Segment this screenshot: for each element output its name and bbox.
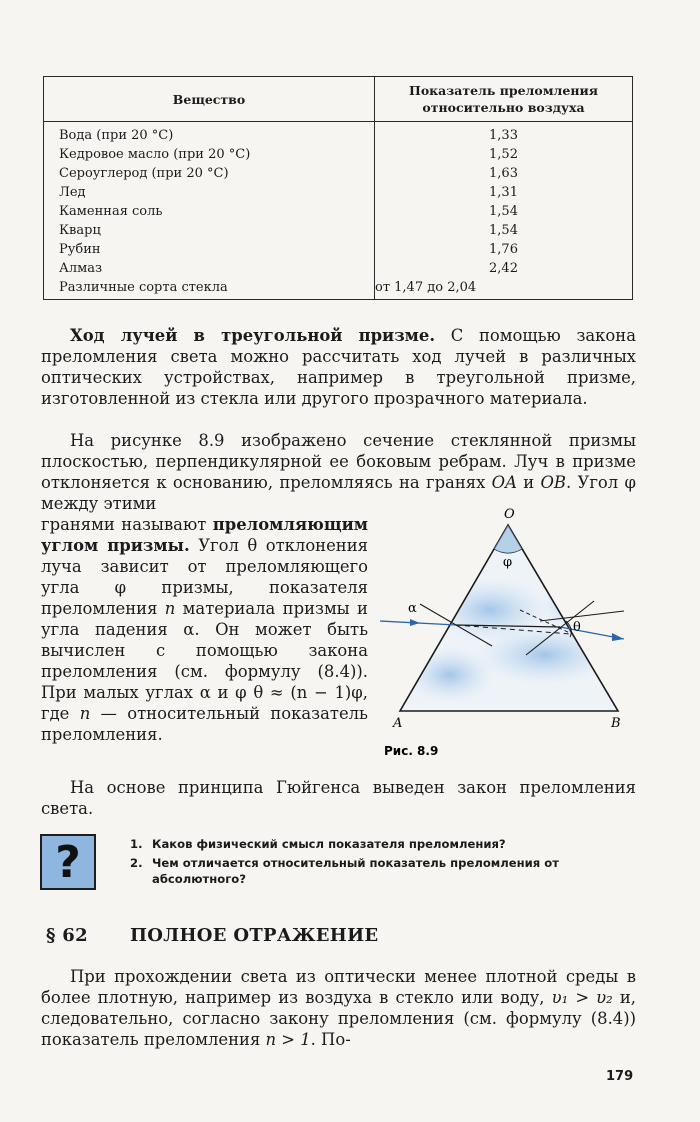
substance-name: Кварц	[44, 221, 375, 240]
bold-term: преломляющим углом призмы.	[41, 515, 368, 555]
prism-figure	[380, 505, 630, 760]
angle-label-theta: θ	[573, 620, 581, 635]
index-value: 1,52	[375, 145, 633, 164]
table-header-index	[375, 77, 633, 122]
face-oa: OA	[491, 473, 517, 492]
substance-name: Сероуглерод (при 20 °С)	[44, 164, 375, 183]
index-value: от 1,47 до 2,04	[375, 278, 633, 300]
index-value: 1,31	[375, 183, 633, 202]
table-row	[44, 183, 633, 202]
table-row	[44, 145, 633, 164]
huygens-paragraph	[41, 777, 636, 819]
question-text: Чем отличается относительный показатель преломления от абсолютного?	[152, 856, 559, 886]
prism-paragraph-text: С помощью закона преломления света можно рассчитать ход лучей в различных оптических устройствах, например в треугольной призме, изготовленной из стекла или другого прозрачного материала.	[41, 326, 636, 408]
figure-caption: Рис. 8.9	[384, 744, 439, 758]
section-heading	[46, 925, 378, 946]
vertex-label-b: B	[611, 716, 621, 731]
table-header-index-line2: относительно воздуха	[422, 100, 585, 115]
substance-name: Алмаз	[44, 259, 375, 278]
question-item	[130, 855, 636, 887]
table-row	[44, 164, 633, 183]
table-header-substance: Вещество	[44, 77, 375, 122]
emergent-ray-arrow	[612, 633, 624, 641]
paragraph-text: При прохождении света из оптически менее плотной среды в более плотную, например из воздуха в стекло или воду,	[41, 967, 636, 1007]
symbol-n: n	[164, 599, 176, 618]
review-questions	[130, 836, 636, 887]
prism-paragraph-text: На рисунке 8.9 изображено сечение стеклянной призмы плоскостью, перпендикулярной ее боковым ребрам. Луч в призме отклоняется к основанию, преломляясь на гранях	[41, 431, 636, 492]
prism-intro-paragraph	[41, 325, 636, 409]
prism-paragraph-text: Угол θ отклонения луча зависит от преломляющего угла φ призмы, показателя преломления	[41, 536, 369, 618]
substance-name: Каменная соль	[44, 202, 375, 221]
question-icon: ?	[40, 834, 96, 890]
face-ob: OB	[540, 473, 566, 492]
index-value: 1,63	[375, 164, 633, 183]
refractive-index-table	[43, 76, 633, 300]
huygens-text: На основе принципа Гюйгенса выведен закон преломления света.	[41, 778, 636, 818]
prism-narrow-paragraph	[41, 514, 368, 745]
prism-figure-reference-paragraph	[41, 430, 636, 514]
incident-ray-arrow	[410, 619, 420, 626]
question-number: 2.	[130, 856, 143, 870]
prism-paragraph-text: — относительный показатель преломления.	[41, 704, 368, 744]
section-number: § 62	[46, 925, 88, 946]
table-row	[44, 202, 633, 221]
prism-paragraph-text: материала призмы и угла падения α. Он может быть вычислен с помощью закона преломления (см. формулу (8.4)). При малых углах α и φ θ ≈ (n − 1)φ, где	[41, 599, 368, 723]
section-heading-prism: Ход лучей в треугольной призме.	[70, 326, 436, 345]
vertex-label-o: O	[504, 507, 515, 522]
apex-angle-fill	[494, 525, 522, 553]
symbol-n: n	[79, 704, 91, 723]
conjunction: и	[523, 473, 535, 492]
question-text: Каков физический смысл показателя преломления?	[152, 837, 506, 851]
index-value: 1,54	[375, 221, 633, 240]
angle-label-phi: φ	[503, 555, 513, 570]
page-number: 179	[606, 1069, 634, 1084]
index-value: 2,42	[375, 259, 633, 278]
total-reflection-paragraph	[41, 966, 636, 1050]
table-row	[44, 278, 633, 300]
question-number: 1.	[130, 837, 143, 851]
prism-paragraph-text: гранями называют	[41, 515, 207, 534]
substance-name: Кедровое масло (при 20 °С)	[44, 145, 375, 164]
index-value: 1,76	[375, 240, 633, 259]
table-row	[44, 221, 633, 240]
table-header-index-line1: Показатель преломления	[409, 83, 598, 98]
section-title: ПОЛНОЕ ОТРАЖЕНИЕ	[130, 925, 379, 946]
vertex-label-a: A	[393, 716, 403, 731]
index-inequality: n > 1	[265, 1030, 311, 1049]
table-row	[44, 122, 633, 146]
paragraph-text: и, следовательно, согласно закону преломления (см. формулу (8.4)) показатель преломления	[41, 988, 636, 1049]
angle-label-alpha: α	[408, 601, 417, 616]
substance-name: Вода (при 20 °С)	[44, 122, 375, 146]
index-value: 1,54	[375, 202, 633, 221]
substance-name: Рубин	[44, 240, 375, 259]
prism-paragraph-text: . Угол φ между этими	[41, 473, 636, 513]
substance-name: Лед	[44, 183, 375, 202]
substance-name: Различные сорта стекла	[44, 278, 375, 300]
index-value: 1,33	[375, 122, 633, 146]
velocity-inequality: υ₁ > υ₂	[551, 988, 613, 1007]
table-row	[44, 259, 633, 278]
question-item	[130, 836, 636, 852]
paragraph-text: . По-	[310, 1030, 351, 1049]
table-row	[44, 240, 633, 259]
